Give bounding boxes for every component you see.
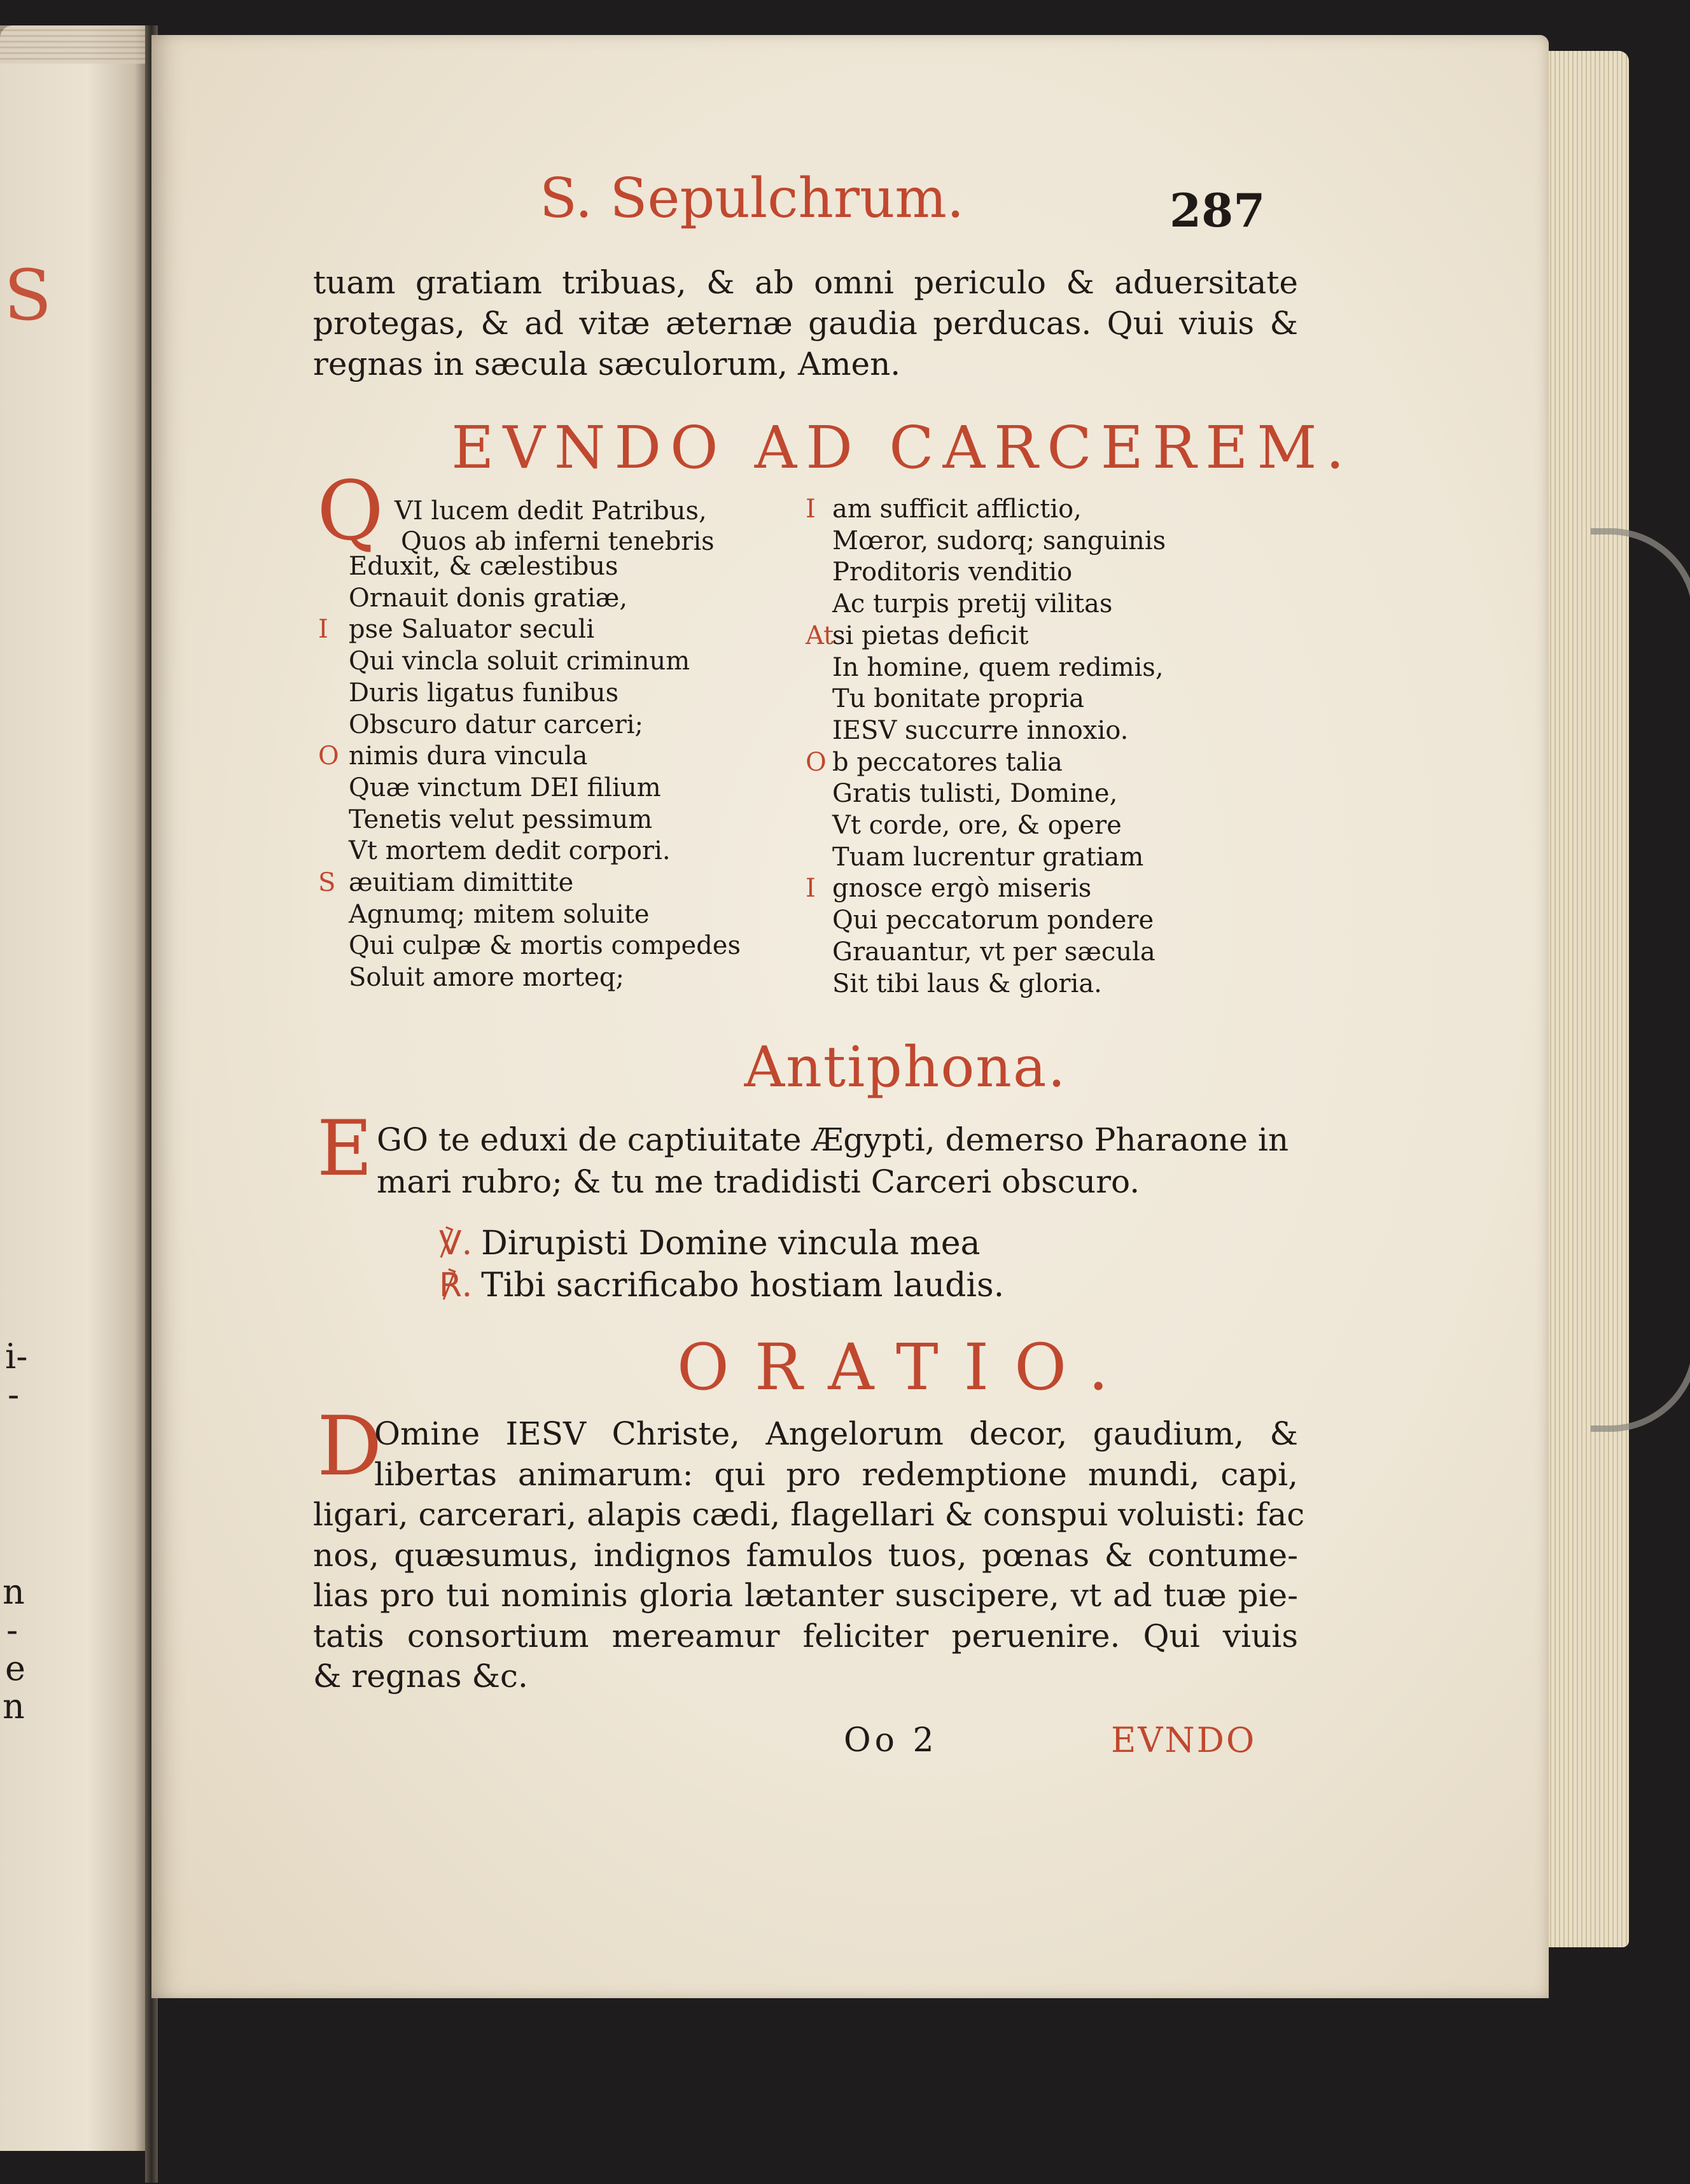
hymn-line-text: Qui culpæ & mortis compedes [349, 931, 741, 961]
facing-page-fragment: - [8, 1375, 20, 1415]
hymn-second-line: Quos ab inferni tenebris [401, 527, 715, 556]
facing-page-edge [0, 25, 153, 64]
hymn-line [832, 589, 1166, 620]
hymn-line [349, 962, 741, 994]
stanza-initial: I [806, 874, 816, 904]
facing-page-fragment: e [5, 1648, 25, 1688]
hymn-line [349, 804, 741, 836]
oratio-heading: ORATIO. [676, 1330, 1135, 1404]
hymn-line [349, 773, 741, 804]
text-line: & regnas &c. [313, 1658, 528, 1695]
facing-page-fragment: n [3, 1572, 25, 1612]
stanza-initial: O [806, 747, 827, 777]
hymn-line [832, 526, 1166, 557]
hymn-line [349, 551, 741, 583]
hymn-line [832, 778, 1166, 810]
text-line: protegas, & ad vitæ æternæ gaudia perducas. Qui viuis & [313, 305, 1298, 342]
drop-cap: Q [317, 464, 384, 559]
hymn-line [318, 741, 741, 773]
bookmark-ribbon [1591, 528, 1690, 1432]
hymn-line-text: Ornauit donis gratiæ, [349, 583, 628, 613]
hymn-line [832, 842, 1166, 874]
hymn-line-text: b peccatores talia [832, 747, 1063, 777]
hymn-line [832, 683, 1166, 715]
hymn-line-text: Ac turpis pretij vilitas [832, 589, 1113, 619]
text-line: ligari, carcerari, alapis cædi, flagellari & conspui voluisti: fac [313, 1496, 1305, 1533]
hymn-line-text: Duris ligatus funibus [349, 678, 619, 708]
hymn-line [349, 646, 741, 678]
hymn-line-text: IESV succurre innoxio. [832, 715, 1129, 745]
hymn-left-column [318, 551, 741, 994]
hymn-line [832, 652, 1166, 684]
hymn-line [832, 905, 1166, 937]
running-head: S. Sepulchrum. [540, 167, 965, 230]
catchword: EVNDO [1111, 1720, 1257, 1760]
hymn-line-text: Obscuro datur carceri; [349, 710, 643, 739]
hymn-line-text: Vt mortem dedit corpori. [349, 836, 671, 866]
hymn-line-text: Qui vincla soluit criminum [349, 647, 690, 676]
hymn-line-text: In homine, quem redimis, [832, 652, 1164, 682]
hymn-line [349, 836, 741, 867]
facing-page-fragment: n [3, 1686, 25, 1726]
hymn-line-text: æuitiam dimittite [349, 868, 574, 898]
hymn-line-text: nimis dura vincula [349, 741, 588, 771]
stanza-initial: At [806, 620, 834, 650]
hymn-line [832, 715, 1166, 747]
intro-paragraph [313, 262, 1298, 384]
hymn-line-text: Gratis tulisti, Domine, [832, 779, 1118, 809]
hymn-line [832, 969, 1166, 1000]
hymn-line [832, 937, 1166, 969]
text-line: Omine IESV Christe, Angelorum decor, gaudium, & [374, 1415, 1298, 1452]
hymn-line-text: Mœror, sudorq; sanguinis [832, 526, 1166, 556]
oratio-paragraph [313, 1414, 1305, 1697]
stanza-initial: O [318, 741, 339, 771]
facing-page-initial: S [4, 255, 52, 336]
signature-mark: Oo 2 [844, 1721, 938, 1760]
hymn-line-text: gnosce ergò miseris [832, 874, 1092, 904]
antiphon-heading: Antiphona. [744, 1034, 1067, 1100]
hymn-line-text: Quæ vinctum DEI filium [349, 773, 661, 802]
page-number: 287 [1170, 183, 1266, 237]
hymn-line [349, 710, 741, 741]
hymn-line [806, 747, 1166, 779]
hymn-line-text: si pietas deficit [832, 620, 1029, 650]
hymn-line [832, 810, 1166, 842]
hymn-line [349, 899, 741, 931]
hymn-line [832, 557, 1166, 589]
response-text: Tibi sacrificabo hostiam laudis. [481, 1266, 1005, 1305]
drop-cap: D [317, 1399, 382, 1494]
hymn-line [318, 614, 741, 646]
hymn-line-text: Proditoris venditio [832, 557, 1073, 587]
facing-page-fragment: i- [5, 1336, 28, 1376]
hymn-line [806, 873, 1166, 905]
text-line: lias pro tui nominis gloria lætanter suscipere, vt ad tuæ pie- [313, 1577, 1298, 1614]
text-line: tuam gratiam tribuas, & ab omni periculo & aduersitate [313, 264, 1298, 301]
hymn-line-text: Tenetis velut pessimum [349, 804, 653, 834]
text-line: nos, quæsumus, indignos famulos tuos, pœnas & contume- [313, 1536, 1298, 1574]
hymn-line-text: Grauantur, vt per sæcula [832, 937, 1156, 967]
hymn-line-text: am sufficit afflictio, [832, 494, 1082, 524]
hymn-line-text: Qui peccatorum pondere [832, 906, 1154, 935]
text-line: libertas animarum: qui pro redemptione mundi, capi, [374, 1455, 1298, 1493]
versicle-mark: ℣. [439, 1224, 473, 1263]
versicle-text: Dirupisti Domine vincula mea [481, 1224, 981, 1263]
stanza-initial: I [806, 494, 816, 524]
hymn-right-column [806, 494, 1166, 1000]
hymn-line [349, 678, 741, 710]
response-mark: ℟. [439, 1266, 473, 1305]
hymn-line-text: Sit tibi laus & gloria. [832, 969, 1102, 998]
hymn-line-text: Agnumq; mitem soluite [349, 899, 650, 929]
versicle [439, 1224, 981, 1263]
hymn-line-text: Vt corde, ore, & opere [832, 811, 1122, 841]
facing-page-fragment: - [6, 1610, 18, 1650]
hymn-line-text: Eduxit, & cælestibus [349, 552, 618, 581]
hymn-line [806, 494, 1166, 526]
response [439, 1266, 1004, 1305]
hymn-line [349, 583, 741, 615]
hymn-line [806, 620, 1166, 652]
stanza-initial: I [318, 615, 328, 645]
hymn-line-text: Soluit amore morteq; [349, 963, 624, 993]
antiphon-line: GO te eduxi de captiuitate Ægypti, demerso Pharaone in [377, 1121, 1289, 1158]
hymn-first-line: VI lucem dedit Patribus, [395, 496, 707, 526]
hymn-line-text: Tu bonitate propria [832, 684, 1084, 714]
text-line: tatis consortium mereamur feliciter peruenire. Qui viuis [313, 1617, 1298, 1655]
section-heading: EVNDO AD CARCEREM. [451, 414, 1353, 482]
drop-cap: E [317, 1105, 373, 1193]
hymn-line [349, 930, 741, 962]
text-line: regnas in sæcula sæculorum, Amen. [313, 346, 901, 382]
antiphon-line: mari rubro; & tu me tradidisti Carceri obscuro. [377, 1163, 1140, 1200]
hymn-line-text: pse Saluator seculi [349, 615, 595, 645]
hymn-line-text: Tuam lucrentur gratiam [832, 842, 1144, 872]
stanza-initial: S [318, 868, 336, 898]
hymn-line [318, 867, 741, 899]
